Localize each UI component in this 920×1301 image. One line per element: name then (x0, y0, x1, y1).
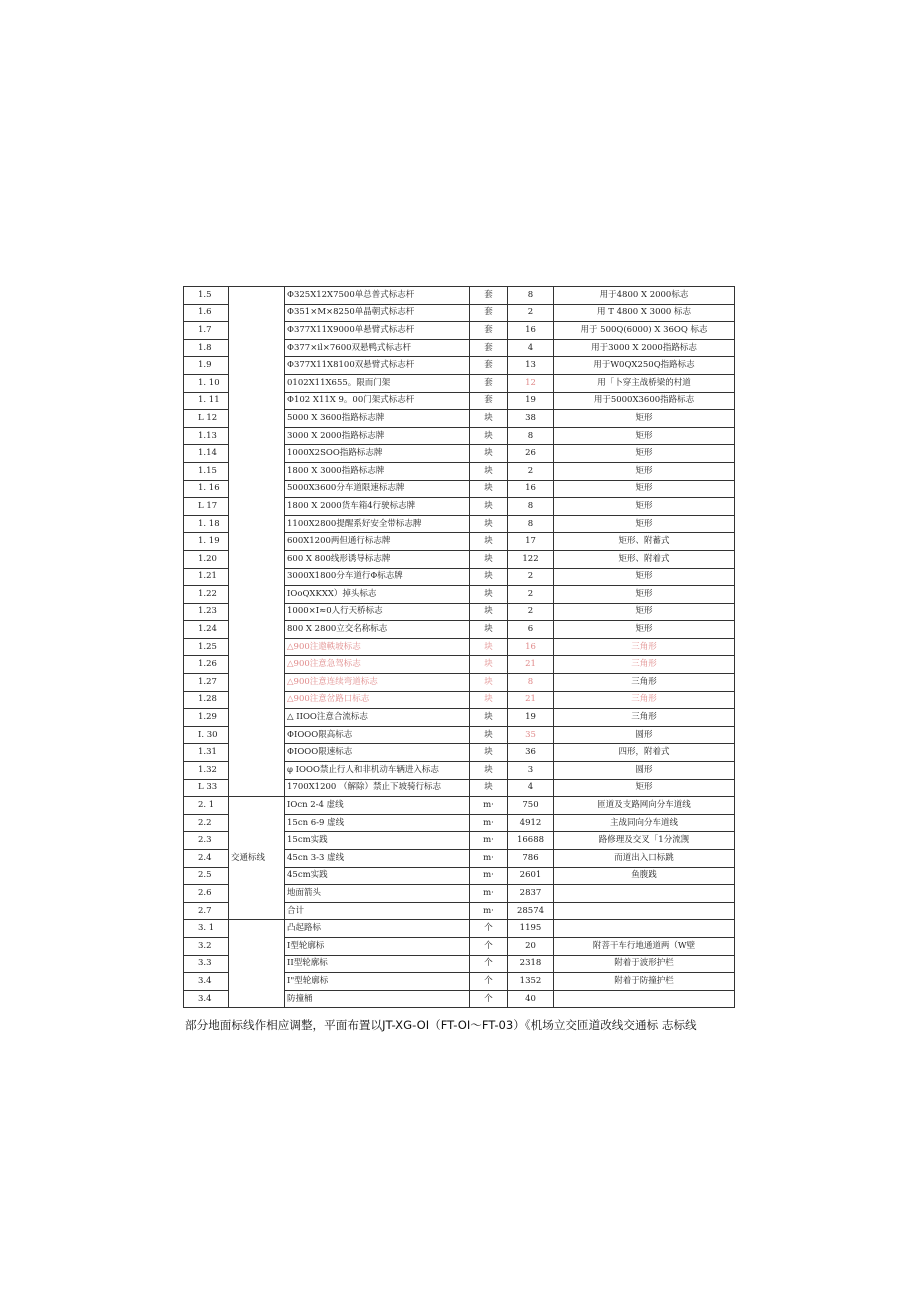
item-note: 用 T 4800 X 3000 标志 (554, 304, 735, 322)
item-note: 矩形 (554, 480, 735, 498)
item-number: L 17 (184, 498, 229, 516)
footer-note: 部分地面标线作相应调整，平面布置以JT-XG-OI（FT-OI～FT-03）《机场立交匝道改线交通标 志标线 (185, 1018, 697, 1032)
item-unit: 块 (470, 638, 508, 656)
item-name: 15cm实践 (285, 832, 470, 850)
item-note: 矩形 (554, 445, 735, 463)
item-note: 鱼腹践 (554, 867, 735, 885)
item-quantity: 12 (508, 374, 554, 392)
item-number: 1.31 (184, 744, 229, 762)
item-number: 3. 1 (184, 920, 229, 938)
item-unit: 块 (470, 550, 508, 568)
item-quantity: 8 (508, 515, 554, 533)
item-note: 矩形、附着式 (554, 550, 735, 568)
item-name: Φ325X12X7500单总普式标志杆 (285, 287, 470, 305)
item-name: 15cn 6-9 虚线 (285, 814, 470, 832)
item-unit: 个 (470, 955, 508, 973)
quantity-table (183, 286, 735, 1008)
item-number: 2. 1 (184, 797, 229, 815)
item-number: 3.4 (184, 973, 229, 991)
item-name: IOcn 2-4 虚线 (285, 797, 470, 815)
item-note: 用于5000X3600指路标志 (554, 392, 735, 410)
item-number: 1.24 (184, 621, 229, 639)
item-note: 用于 500Q(6000) X 36OQ 标志 (554, 322, 735, 340)
item-note: 矩形 (554, 621, 735, 639)
item-number: 1.28 (184, 691, 229, 709)
item-unit: 块 (470, 568, 508, 586)
item-quantity: 26 (508, 445, 554, 463)
item-name: 防撞桶 (285, 990, 470, 1008)
item-quantity: 16 (508, 322, 554, 340)
item-number: 1.15 (184, 462, 229, 480)
item-quantity: 2 (508, 462, 554, 480)
item-quantity: 4 (508, 339, 554, 357)
item-quantity: 2 (508, 304, 554, 322)
item-number: 2.2 (184, 814, 229, 832)
item-unit: m· (470, 885, 508, 903)
item-number: 1.22 (184, 586, 229, 604)
item-quantity: 4 (508, 779, 554, 797)
item-unit: 块 (470, 445, 508, 463)
item-unit: 套 (470, 287, 508, 305)
item-name: Φ377×il×7600双悬鸭式标志杆 (285, 339, 470, 357)
item-quantity: 17 (508, 533, 554, 551)
item-quantity: 122 (508, 550, 554, 568)
item-number: I. 30 (184, 726, 229, 744)
item-number: 2.6 (184, 885, 229, 903)
item-note: 矩形 (554, 498, 735, 516)
item-unit: 块 (470, 779, 508, 797)
table-row (184, 920, 735, 938)
item-unit: 个 (470, 920, 508, 938)
category-cell (229, 920, 285, 1008)
item-name: Φ377X11X9000单悬臂式标志杆 (285, 322, 470, 340)
item-number: 2.7 (184, 902, 229, 920)
item-unit: 块 (470, 533, 508, 551)
table-row (184, 287, 735, 305)
item-number: 1.26 (184, 656, 229, 674)
item-note: 矩形 (554, 568, 735, 586)
item-number: L 12 (184, 410, 229, 428)
item-note: 三角形 (554, 656, 735, 674)
item-note: 用「卜穿主战桥梁的村道 (554, 374, 735, 392)
item-quantity: 750 (508, 797, 554, 815)
item-quantity: 19 (508, 392, 554, 410)
item-number: 1. 16 (184, 480, 229, 498)
item-quantity: 19 (508, 709, 554, 727)
item-name: 1000X2SOO指路标志牌 (285, 445, 470, 463)
item-unit: m· (470, 902, 508, 920)
item-note: 矩形 (554, 462, 735, 480)
item-name: 1700X1200 （解除）禁止下坡骑行标志 (285, 779, 470, 797)
item-unit: 块 (470, 674, 508, 692)
item-unit: 个 (470, 937, 508, 955)
item-number: 1.6 (184, 304, 229, 322)
item-number: 1.8 (184, 339, 229, 357)
item-unit: 套 (470, 322, 508, 340)
item-note: 用于4800 X 2000标志 (554, 287, 735, 305)
item-number: L 33 (184, 779, 229, 797)
item-quantity: 1352 (508, 973, 554, 991)
item-quantity: 28574 (508, 902, 554, 920)
item-note (554, 990, 735, 1008)
item-quantity: 38 (508, 410, 554, 428)
item-note: 三角形 (554, 691, 735, 709)
item-number: 1. 19 (184, 533, 229, 551)
item-name: φ IOOO禁止行人和非机动车辆进入标志 (285, 762, 470, 780)
item-number: 1.13 (184, 427, 229, 445)
item-quantity: 3 (508, 762, 554, 780)
item-unit: m· (470, 797, 508, 815)
item-quantity: 8 (508, 287, 554, 305)
item-quantity: 2 (508, 568, 554, 586)
item-unit: m· (470, 850, 508, 868)
item-quantity: 16 (508, 638, 554, 656)
item-name: 1800 X 3000指路标志牌 (285, 462, 470, 480)
item-name: 600X1200两但通行标志牌 (285, 533, 470, 551)
item-number: 1. 10 (184, 374, 229, 392)
item-unit: 块 (470, 586, 508, 604)
item-note: 匝道及支路网向分车道线 (554, 797, 735, 815)
item-unit: 块 (470, 744, 508, 762)
item-number: 2.4 (184, 850, 229, 868)
item-unit: 块 (470, 462, 508, 480)
item-quantity: 20 (508, 937, 554, 955)
item-note (554, 885, 735, 903)
item-name: II型轮廓标 (285, 955, 470, 973)
item-unit: 个 (470, 990, 508, 1008)
item-name: IOoQXKXX）掉头标志 (285, 586, 470, 604)
item-unit: 块 (470, 603, 508, 621)
item-name: 45cm实践 (285, 867, 470, 885)
item-note: 三角形 (554, 709, 735, 727)
item-unit: 块 (470, 410, 508, 428)
item-quantity: 2 (508, 586, 554, 604)
item-note: 圆形 (554, 726, 735, 744)
item-unit: 块 (470, 726, 508, 744)
item-quantity: 40 (508, 990, 554, 1008)
item-unit: 块 (470, 621, 508, 639)
item-name: 45cn 3-3 虚线 (285, 850, 470, 868)
item-number: 3.4 (184, 990, 229, 1008)
item-quantity: 16688 (508, 832, 554, 850)
item-quantity: 2 (508, 603, 554, 621)
item-unit: 块 (470, 498, 508, 516)
item-note: 三角形 (554, 674, 735, 692)
item-name: 1000×I≈0人行天桥标志 (285, 603, 470, 621)
item-note: 四形，附着式 (554, 744, 735, 762)
item-quantity: 786 (508, 850, 554, 868)
item-name: I型轮廓标 (285, 937, 470, 955)
item-number: 1.21 (184, 568, 229, 586)
item-note: 三角形 (554, 638, 735, 656)
item-name: 5000X3600分车道限速标志牌 (285, 480, 470, 498)
item-name: I"型轮廓标 (285, 973, 470, 991)
item-unit: 块 (470, 709, 508, 727)
item-unit: m· (470, 814, 508, 832)
item-unit: 套 (470, 357, 508, 375)
item-quantity: 1195 (508, 920, 554, 938)
item-number: 1.20 (184, 550, 229, 568)
item-name: △900注遨軼坡标志 (285, 638, 470, 656)
item-unit: 套 (470, 374, 508, 392)
item-note (554, 920, 735, 938)
item-quantity: 13 (508, 357, 554, 375)
category-cell: 交通标线 (229, 797, 285, 920)
item-name: 5000 X 3600指路标志牌 (285, 410, 470, 428)
item-name: Φ377X11X8100双悬臂式标志杆 (285, 357, 470, 375)
item-number: 1.27 (184, 674, 229, 692)
item-name: Φ351×M×8250单晶朝式标志杆 (285, 304, 470, 322)
item-quantity: 4912 (508, 814, 554, 832)
item-quantity: 2601 (508, 867, 554, 885)
item-note: 用于W0QX250Q指路标志 (554, 357, 735, 375)
item-quantity: 8 (508, 674, 554, 692)
item-note: 矩形、附蓄式 (554, 533, 735, 551)
item-unit: 块 (470, 762, 508, 780)
item-note (554, 902, 735, 920)
item-note: 矩形 (554, 586, 735, 604)
item-number: 1.9 (184, 357, 229, 375)
item-unit: 套 (470, 304, 508, 322)
item-note: 矩形 (554, 515, 735, 533)
item-unit: 块 (470, 515, 508, 533)
item-name: △ IIOO注意合流标志 (285, 709, 470, 727)
category-cell (229, 287, 285, 797)
item-quantity: 16 (508, 480, 554, 498)
item-number: 1.32 (184, 762, 229, 780)
item-number: 1. 11 (184, 392, 229, 410)
item-name: ΦIOOO限速标志 (285, 744, 470, 762)
item-quantity: 8 (508, 498, 554, 516)
table-row (184, 797, 735, 815)
item-note: 而道出入口标跳 (554, 850, 735, 868)
item-note: 矩形 (554, 410, 735, 428)
item-note: 圆形 (554, 762, 735, 780)
item-name: 3000X1800分车道行Φ标志牌 (285, 568, 470, 586)
item-quantity: 6 (508, 621, 554, 639)
item-quantity: 21 (508, 656, 554, 674)
item-unit: 块 (470, 427, 508, 445)
item-number: 3.2 (184, 937, 229, 955)
item-number: 1.14 (184, 445, 229, 463)
item-unit: 套 (470, 339, 508, 357)
item-name: 合计 (285, 902, 470, 920)
item-name: 0102X11X655。限而门架 (285, 374, 470, 392)
item-note: 附着于波形护栏 (554, 955, 735, 973)
item-note: 附着于防撞护栏 (554, 973, 735, 991)
item-number: 1.29 (184, 709, 229, 727)
item-number: 1.5 (184, 287, 229, 305)
item-quantity: 2837 (508, 885, 554, 903)
item-quantity: 35 (508, 726, 554, 744)
item-name: △900注意急驾标志 (285, 656, 470, 674)
item-note: 用于3000 X 2000指路标志 (554, 339, 735, 357)
item-number: 1.7 (184, 322, 229, 340)
item-unit: 块 (470, 656, 508, 674)
item-name: ΦIOOO限高标志 (285, 726, 470, 744)
item-number: 2.5 (184, 867, 229, 885)
item-unit: 套 (470, 392, 508, 410)
item-name: 地面箭头 (285, 885, 470, 903)
item-name: △900注意岔路口标志 (285, 691, 470, 709)
item-unit: m· (470, 867, 508, 885)
item-unit: 个 (470, 973, 508, 991)
item-number: 3.3 (184, 955, 229, 973)
item-name: Φ102 X11X 9。00门架式标志杆 (285, 392, 470, 410)
item-name: △900注意连续弯道标志 (285, 674, 470, 692)
item-name: 凸起路标 (285, 920, 470, 938)
item-name: 600 X 800线形诱导标志牌 (285, 550, 470, 568)
item-quantity: 21 (508, 691, 554, 709)
item-number: 2.3 (184, 832, 229, 850)
item-note: 路修理及交叉「1分流觊 (554, 832, 735, 850)
item-name: 800 X 2800立交名称标志 (285, 621, 470, 639)
item-note: 矩形 (554, 779, 735, 797)
item-note: 矩形 (554, 603, 735, 621)
item-note: 主战同向分车道线 (554, 814, 735, 832)
item-number: 1.23 (184, 603, 229, 621)
item-quantity: 2318 (508, 955, 554, 973)
item-note: 矩形 (554, 427, 735, 445)
item-unit: m· (470, 832, 508, 850)
item-name: 1800 X 2000货车箱4行驶标志牌 (285, 498, 470, 516)
item-quantity: 36 (508, 744, 554, 762)
item-number: 1. 18 (184, 515, 229, 533)
item-note: 附菩干车行地通道两（W壁 (554, 937, 735, 955)
item-unit: 块 (470, 691, 508, 709)
item-name: 3000 X 2000指路标志牌 (285, 427, 470, 445)
item-number: 1.25 (184, 638, 229, 656)
item-name: 1100X2800提醒系好安全带标志脾 (285, 515, 470, 533)
item-quantity: 8 (508, 427, 554, 445)
item-unit: 块 (470, 480, 508, 498)
